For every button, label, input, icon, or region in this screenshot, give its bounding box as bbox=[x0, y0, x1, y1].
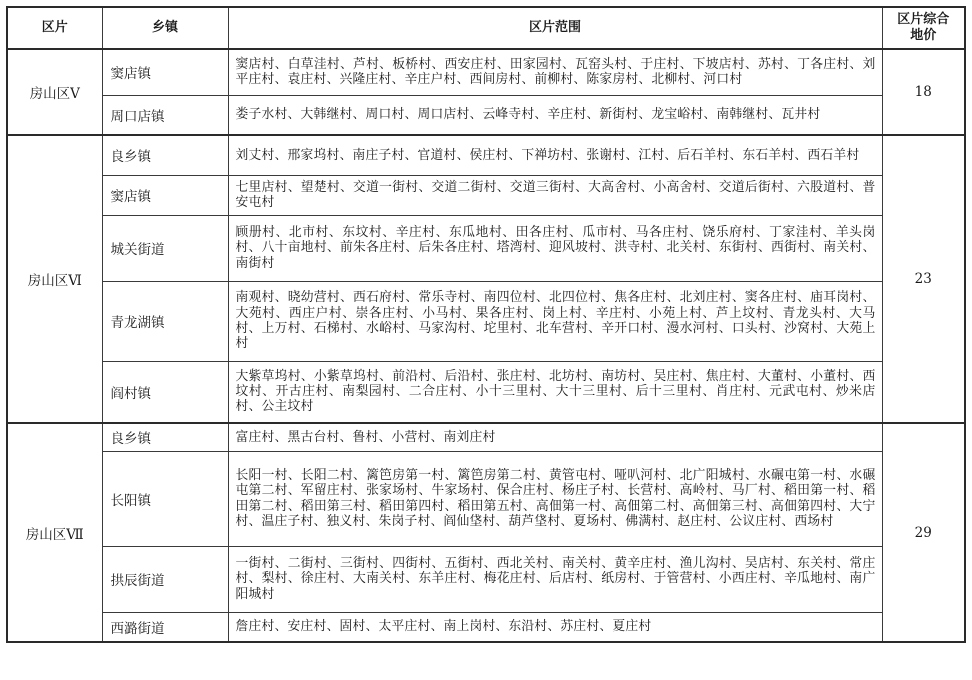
table-row bbox=[7, 135, 965, 175]
price-cell: 29 bbox=[882, 423, 965, 642]
table-header-row bbox=[7, 7, 965, 49]
town-cell: 拱辰街道 bbox=[102, 546, 228, 612]
town-cell: 阎村镇 bbox=[102, 361, 228, 423]
range-cell: 富庄村、黑古台村、鲁村、小营村、南刘庄村 bbox=[228, 423, 882, 451]
header-price bbox=[882, 7, 965, 49]
table-row bbox=[7, 612, 965, 642]
town-cell: 窦店镇 bbox=[102, 175, 228, 215]
table-row bbox=[7, 546, 965, 612]
header-town: 乡镇 bbox=[102, 7, 228, 49]
range-cell: 七里店村、望楚村、交道一街村、交道二街村、交道三街村、大高舍村、小高舍村、交道后街村、六股道村、普安屯村 bbox=[228, 175, 882, 215]
range-cell: 顾册村、北市村、东坟村、辛庄村、东瓜地村、田各庄村、瓜市村、马各庄村、饶乐府村、丁家洼村、羊头岗村、八十亩地村、前朱各庄村、后朱各庄村、塔湾村、迎风坡村、洪寺村、北关村、东街村、西街村、南关村、南街村 bbox=[228, 215, 882, 281]
town-cell: 良乡镇 bbox=[102, 135, 228, 175]
header-district: 区片 bbox=[7, 7, 102, 49]
district-cell: 房山区Ⅶ bbox=[7, 423, 102, 642]
range-cell: 南观村、晓幼营村、西石府村、常乐寺村、南四位村、北四位村、焦各庄村、北刘庄村、窦各庄村、庙耳岗村、大苑村、西庄户村、崇各庄村、小马村、果各庄村、岗上村、辛庄村、小苑上村、芦上坟村、青龙头村、大马村、上万村、石梯村、水峪村、马家沟村、坨里村、北车营村、辛开口村、漫水河村、口头村、沙窝村、大苑上村 bbox=[228, 281, 882, 361]
town-cell: 西潞街道 bbox=[102, 612, 228, 642]
town-cell: 窦店镇 bbox=[102, 49, 228, 95]
town-cell: 良乡镇 bbox=[102, 423, 228, 451]
range-cell: 窦店村、白草洼村、芦村、板桥村、西安庄村、田家园村、瓦窑头村、于庄村、下坡店村、苏村、丁各庄村、刘平庄村、袁庄村、兴隆庄村、辛庄户村、西间房村、前柳村、陈家房村、北柳村、河口村 bbox=[228, 49, 882, 95]
table-row bbox=[7, 49, 965, 95]
table-row bbox=[7, 423, 965, 451]
table-body bbox=[7, 49, 965, 642]
district-cell: 房山区Ⅵ bbox=[7, 135, 102, 423]
header-price-text: 区片综合 地价 bbox=[897, 12, 950, 43]
range-cell: 娄子水村、大韩继村、周口村、周口店村、云峰寺村、辛庄村、新街村、龙宝峪村、南韩继村、瓦井村 bbox=[228, 95, 882, 135]
range-cell: 长阳一村、长阳二村、篱笆房第一村、篱笆房第二村、黄管屯村、哑叭河村、北广阳城村、水碾屯第一村、水碾屯第二村、军留庄村、张家场村、牛家场村、保合庄村、杨庄子村、长营村、高岭村、马厂村、稻田第一村、稻田第二村、稻田第三村、稻田第四村、稻田第五村、高佃第一村、高佃第二村、高佃第三村、高佃第四村、大宁村、温庄子村、独义村、朱岗子村、阎仙垡村、葫芦垡村、夏场村、佛满村、赵庄村、公议庄村、西场村 bbox=[228, 451, 882, 546]
table-row bbox=[7, 361, 965, 423]
table-row bbox=[7, 281, 965, 361]
town-cell: 城关街道 bbox=[102, 215, 228, 281]
price-cell: 23 bbox=[882, 135, 965, 423]
town-cell: 周口店镇 bbox=[102, 95, 228, 135]
range-cell: 刘丈村、邢家坞村、南庄子村、官道村、侯庄村、下禅坊村、张谢村、江村、后石羊村、东石羊村、西石羊村 bbox=[228, 135, 882, 175]
table-row bbox=[7, 451, 965, 546]
header-range: 区片范围 bbox=[228, 7, 882, 49]
town-cell: 青龙湖镇 bbox=[102, 281, 228, 361]
table-row bbox=[7, 215, 965, 281]
district-cell: 房山区Ⅴ bbox=[7, 49, 102, 135]
range-cell: 大紫草坞村、小紫草坞村、前沿村、后沿村、张庄村、北坊村、南坊村、吴庄村、焦庄村、大董村、小董村、西坟村、开古庄村、南梨园村、二合庄村、小十三里村、大十三里村、后十三里村、肖庄村、元武屯村、炒米店村、公主坟村 bbox=[228, 361, 882, 423]
range-cell: 一街村、二街村、三街村、四街村、五街村、西北关村、南关村、黄辛庄村、渔儿沟村、吴店村、东关村、常庄村、梨村、徐庄村、大南关村、东羊庄村、梅花庄村、后店村、纸房村、于管营村、小西庄村、辛瓜地村、南广阳城村 bbox=[228, 546, 882, 612]
table-row bbox=[7, 175, 965, 215]
price-cell: 18 bbox=[882, 49, 965, 135]
table-row bbox=[7, 95, 965, 135]
land-price-table-container bbox=[6, 6, 964, 643]
land-price-table bbox=[6, 6, 966, 643]
range-cell: 詹庄村、安庄村、固村、太平庄村、南上岗村、东沿村、苏庄村、夏庄村 bbox=[228, 612, 882, 642]
town-cell: 长阳镇 bbox=[102, 451, 228, 546]
